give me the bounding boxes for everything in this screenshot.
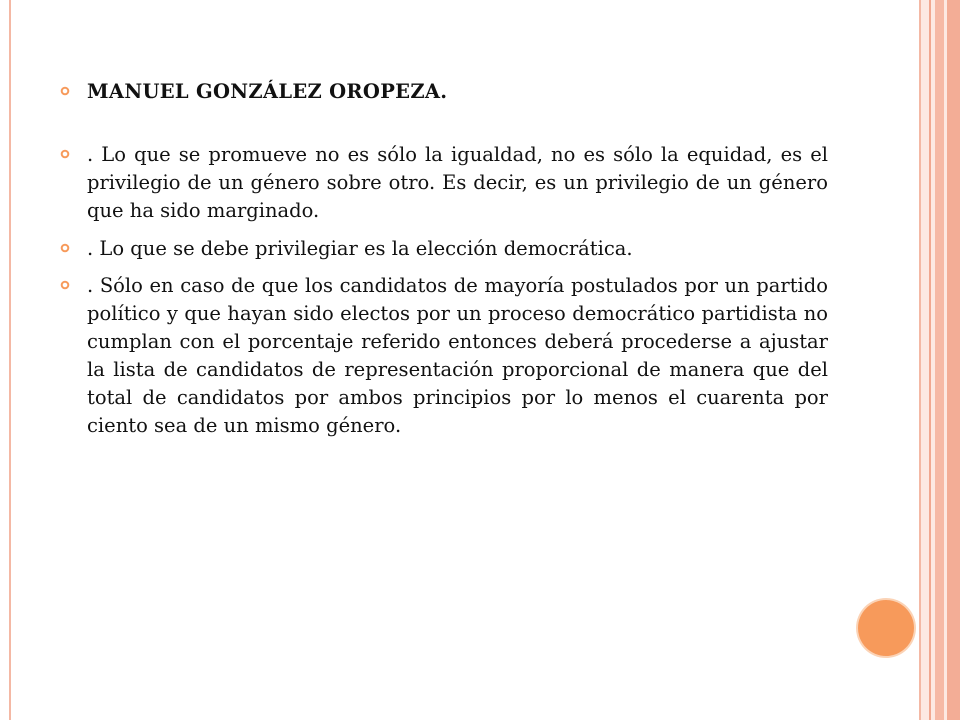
hollow-circle-bullet-icon (60, 86, 70, 96)
bullet-list (60, 78, 828, 440)
hollow-circle-bullet-icon (60, 280, 70, 290)
list-item (60, 235, 828, 263)
list-item (60, 141, 828, 225)
decorative-circle (858, 600, 914, 656)
list-item-text: . Sólo en caso de que los candidatos de mayoría postulados por un partido político y que hayan sido electos por un proceso democrático partidista no cumplan con el porcentaje referido entonces deberá procederse a ajustar la lista de candidatos de representación proporcional de manera que del total de candidatos por ambos principios por lo menos el cuarenta por ciento sea de un mismo género. (87, 274, 828, 437)
slide-title: MANUEL GONZÁLEZ OROPEZA. (87, 80, 448, 103)
list-item-text: . Lo que se debe privilegiar es la elección democrática. (87, 237, 633, 260)
hollow-circle-bullet-icon (60, 243, 70, 253)
list-item-text: . Lo que se promueve no es sólo la igualdad, no es sólo la equidad, es el privilegio de un género sobre otro. Es decir, es un privilegio de un género que ha sido marginado. (87, 143, 828, 222)
decorative-stripe (947, 0, 960, 720)
hollow-circle-bullet-icon (60, 149, 70, 159)
list-item (60, 78, 828, 106)
decorative-stripe (921, 0, 929, 720)
decorative-stripe (935, 0, 944, 720)
list-item (60, 272, 828, 440)
